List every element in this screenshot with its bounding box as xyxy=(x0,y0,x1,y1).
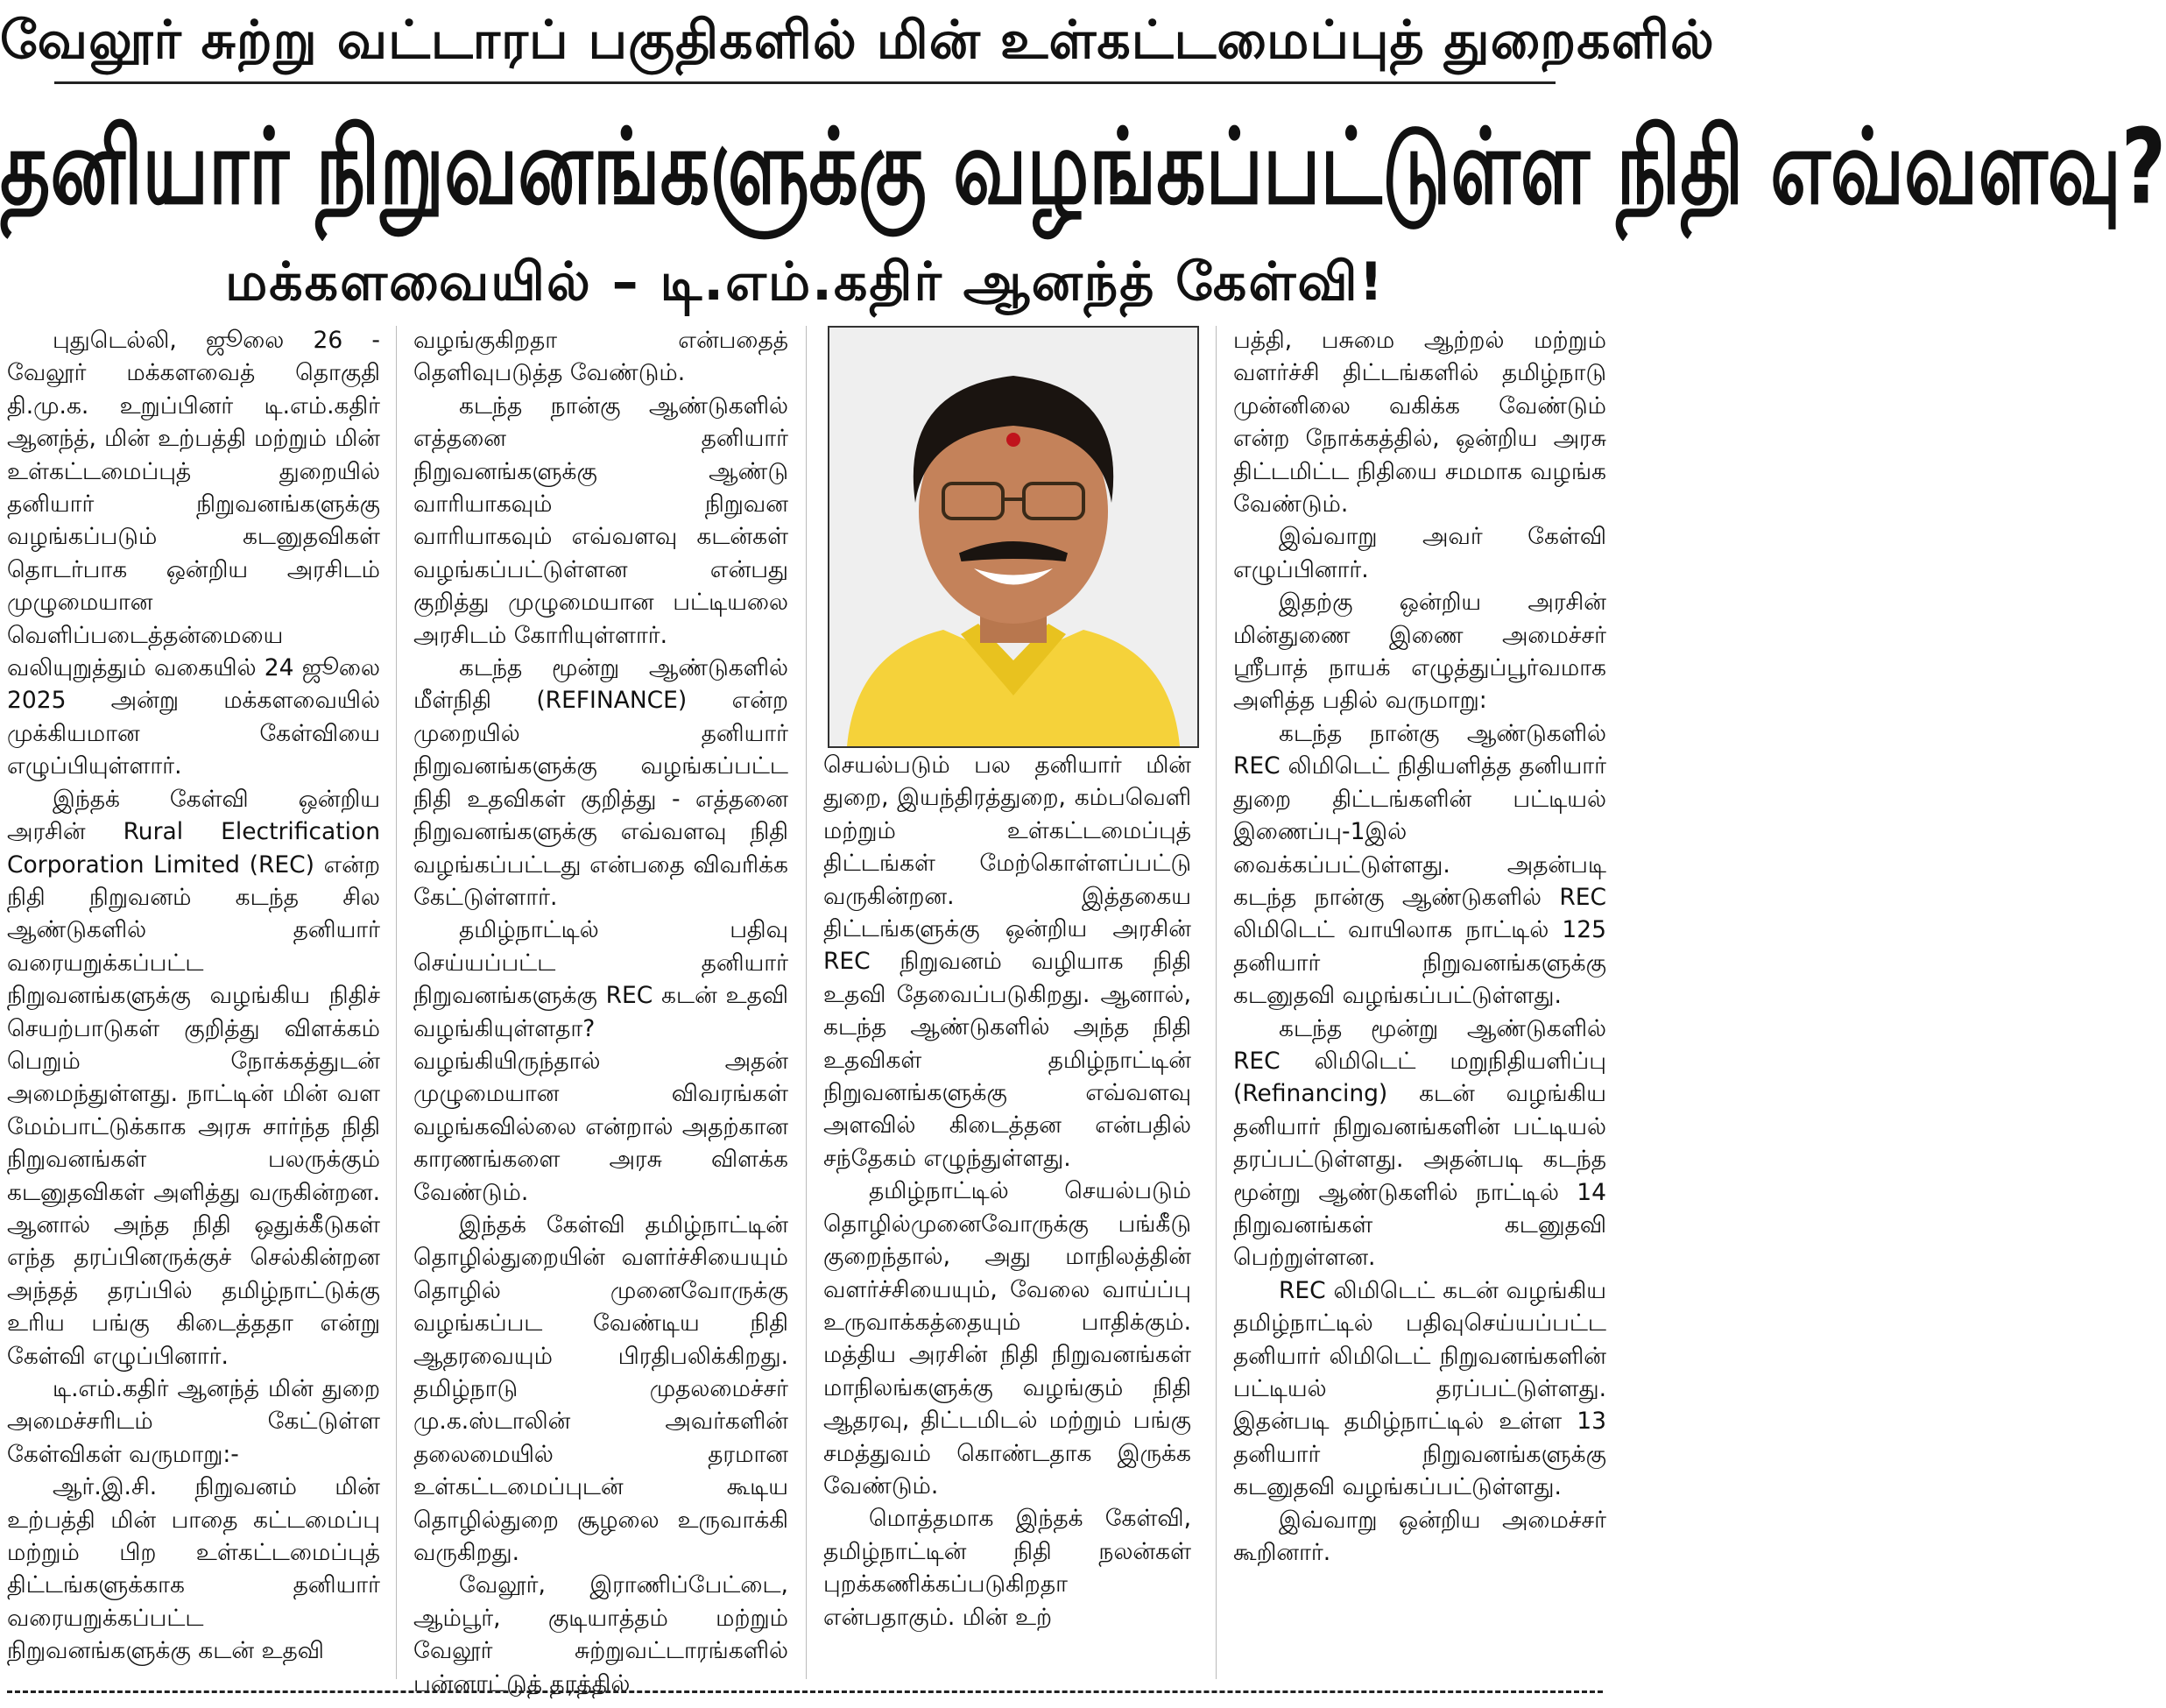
article-column-3 xyxy=(823,749,1191,1677)
person-portrait-icon xyxy=(829,328,1197,746)
paragraph: வேலூர், இராணிப்பேட்டை, ஆம்பூர், குடியாத்தம் மற்றும் வேலூர் சுற்றுவட்டாரங்களில் பன்னாட்டுத் தரத்தில் xyxy=(413,1571,788,1697)
headline: தனியார் நிறுவனங்களுக்கு வழங்கப்பட்டுள்ள நிதி எவ்வளவு? xyxy=(0,105,2166,229)
paragraph: கடந்த நான்கு ஆண்டுகளில் REC லிமிடெட் நிதியளித்த தனியார் துறை திட்டங்களின் பட்டியல் இணைப்பு-1இல் வைக்கப்பட்டுள்ளது. அதன்படி கடந்த நான்கு ஆண்டுகளில் REC லிமிடெட் வாயிலாக நாட்டில் 125 தனியார் நிறுவனங்களுக்கு கடனுதவி வழங்கப்பட்டுள்ளது. xyxy=(1233,719,1606,1010)
paragraph: டி.எம்.கதிர் ஆனந்த் மின் துறை அமைச்சரிடம் கேட்டுள்ள கேள்விகள் வருமாறு:- xyxy=(7,1375,380,1468)
paragraph: செயல்படும் பல தனியார் மின் துறை, இயந்திரத்துறை, கம்பவெளி மற்றும் உள்கட்டமைப்புத் திட்டங்கள் மேற்கொள்ளப்பட்டு வருகின்றன. இத்தகைய திட்டங்களுக்கு ஒன்றிய அரசின் REC நிறுவனம் வழியாக நிதி உதவி தேவைப்படுகிறது. ஆனால், கடந்த ஆண்டுகளில் அந்த நிதி உதவிகள் தமிழ்நாட்டின் நிறுவனங்களுக்கு எவ்வளவு அளவில் கிடைத்தன என்பதில் சந்தேகம் எழுந்துள்ளது. xyxy=(823,752,1191,1172)
bottom-divider xyxy=(7,1690,1603,1693)
article-column-1 xyxy=(7,324,380,1677)
paragraph: கடந்த மூன்று ஆண்டுகளில் REC லிமிடெட் மறுநிதியளிப்பு (Refinancing) கடன் வழங்கிய தனியார் நிறுவனங்களின் பட்டியல் தரப்பட்டுள்ளது. அதன்படி கடந்த மூன்று ஆண்டுகளில் நாட்டில் 14 நிறுவனங்கள் கடனுதவி பெற்றுள்ளன. xyxy=(1233,1014,1606,1272)
paragraph: இவ்வாறு அவர் கேள்வி எழுப்பினார். xyxy=(1233,523,1606,583)
paragraph: தமிழ்நாட்டில் செயல்படும் தொழில்முனைவோருக்கு பங்கீடு குறைந்தால், அது மாநிலத்தின் வளர்ச்சியையும், வேலை வாய்ப்பு உருவாக்கத்தையும் பாதிக்கும். மத்திய அரசின் நிதி நிறுவனங்கள் மாநிலங்களுக்கு வழங்கும் நிதி ஆதரவு, திட்டமிடல் மற்றும் பங்கு சமத்துவம் கொண்டதாக இருக்க வேண்டும். xyxy=(823,1177,1191,1500)
paragraph: இந்தக் கேள்வி ஒன்றிய அரசின் Rural Electrification Corporation Limited (REC) என்ற நிதி நிறுவனம் கடந்த சில ஆண்டுகளில் தனியார் வரையறுக்கப்பட்ட நிறுவனங்களுக்கு வழங்கிய நிதிச் செயற்பாடுகள் குறித்து விளக்கம் பெறும் நோக்கத்துடன் அமைந்துள்ளது. நாட்டின் மின் வள மேம்பாட்டுக்காக அரசு சார்ந்த நிதி நிறுவனங்கள் பலருக்கும் கடனுதவிகள் அளித்து வருகின்றன. ஆனால் அந்த நிதி ஒதுக்கீடுகள் எந்த தரப்பினருக்குச் செல்கின்றன அந்தத் தரப்பில் தமிழ்நாட்டுக்கு உரிய பங்கு கிடைத்ததா என்று கேள்வி எழுப்பினார். xyxy=(7,785,380,1370)
kicker-title: வேலூர் சுற்று வட்டாரப் பகுதிகளில் மின் உள்கட்டமைப்புத் துறைகளில் xyxy=(0,10,1715,71)
paragraph: பத்தி, பசுமை ஆற்றல் மற்றும் வளர்ச்சி திட்டங்களில் தமிழ்நாடு முன்னிலை வகிக்க வேண்டும் என்ற நோக்கத்தில், ஒன்றிய அரசு திட்டமிட்ட நிதியை சமமாக வழங்க வேண்டும். xyxy=(1233,327,1606,519)
portrait-photo xyxy=(828,326,1199,748)
subheadline: மக்களவையில் – டி.எம்.கதிர் ஆனந்த் கேள்வி! xyxy=(224,251,1386,313)
paragraph: இவ்வாறு ஒன்றிய அமைச்சர் கூறினார். xyxy=(1233,1506,1606,1567)
paragraph: வழங்குகிறதா என்பதைத் தெளிவுபடுத்த வேண்டும். xyxy=(413,327,788,387)
article-column-2 xyxy=(413,324,788,1697)
article-column-4 xyxy=(1233,324,1606,1677)
column-divider xyxy=(396,326,397,1679)
column-divider xyxy=(806,326,807,1679)
paragraph: புதுடெல்லி, ஜூலை 26 - வேலூர் மக்களவைத் தொகுதி தி.மு.க. உறுப்பினர் டி.எம்.கதிர் ஆனந்த், மின் உற்பத்தி மற்றும் மின் உள்கட்டமைப்புத் துறையில் தனியார் நிறுவனங்களுக்கு வழங்கப்படும் கடனுதவிகள் தொடர்பாக ஒன்றிய அரசிடம் முழுமையான வெளிப்படைத்தன்மையை வலியுறுத்தும் வகையில் 24 ஜூலை 2025 அன்று மக்களவையில் முக்கியமான கேள்வியை எழுப்பியுள்ளார். xyxy=(7,327,380,780)
column-divider xyxy=(1216,326,1217,1679)
paragraph: இதற்கு ஒன்றிய அரசின் மின்துணை இணை அமைச்சர் ஸ்ரீபாத் நாயக் எழுத்துப்பூர்வமாக அளித்த பதில் வருமாறு: xyxy=(1233,589,1606,715)
paragraph: ஆர்.இ.சி. நிறுவனம் மின் உற்பத்தி மின் பாதை கட்டமைப்பு மற்றும் பிற உள்கட்டமைப்புத் திட்டங்களுக்காக தனியார் வரையறுக்கப்பட்ட நிறுவனங்களுக்கு கடன் உதவி xyxy=(7,1473,380,1665)
paragraph: மொத்தமாக இந்தக் கேள்வி, தமிழ்நாட்டின் நிதி நலன்கள் புறக்கணிக்கப்படுகிறதா என்பதாகும். மின் உற் xyxy=(823,1505,1191,1631)
paragraph: கடந்த நான்கு ஆண்டுகளில் எத்தனை தனியார் நிறுவனங்களுக்கு ஆண்டு வாரியாகவும் நிறுவன வாரியாகவும் எவ்வளவு கடன்கள் வழங்கப்பட்டுள்ளன என்பது குறித்து முழுமையான பட்டியலை அரசிடம் கோரியுள்ளார். xyxy=(413,392,788,649)
paragraph: REC லிமிடெட் கடன் வழங்கிய தமிழ்நாட்டில் பதிவுசெய்யப்பட்ட தனியார் லிமிடெட் நிறுவனங்களின் பட்டியல் தரப்பட்டுள்ளது. இதன்படி தமிழ்நாட்டில் உள்ள 13 தனியார் நிறுவனங்களுக்கு கடனுதவி வழங்கப்பட்டுள்ளது. xyxy=(1233,1276,1606,1501)
paragraph: இந்தக் கேள்வி தமிழ்நாட்டின் தொழில்துறையின் வளர்ச்சியையும் தொழில் முனைவோருக்கு வழங்கப்பட வேண்டிய நிதி ஆதரவையும் பிரதிபலிக்கிறது. தமிழ்நாடு முதலமைச்சர் மு.க.ஸ்டாலின் அவர்களின் தலைமையில் தரமான உள்கட்டமைப்புடன் கூடிய தொழில்துறை சூழலை உருவாக்கி வருகிறது. xyxy=(413,1210,788,1567)
paragraph: தமிழ்நாட்டில் பதிவு செய்யப்பட்ட தனியார் நிறுவனங்களுக்கு REC கடன் உதவி வழங்கியுள்ளதா? வழங்கியிருந்தால் அதன் முழுமையான விவரங்கள் வழங்கவில்லை என்றால் அதற்கான காரணங்களை அரசு விளக்க வேண்டும். xyxy=(413,916,788,1206)
paragraph: கடந்த மூன்று ஆண்டுகளில் மீள்நிதி (REFINANCE) என்ற முறையில் தனியார் நிறுவனங்களுக்கு வழங்கப்பட்ட நிதி உதவிகள் குறித்து - எத்தனை நிறுவனங்களுக்கு எவ்வளவு நிதி வழங்கப்பட்டது என்பதை விவரிக்க கேட்டுள்ளார். xyxy=(413,654,788,911)
